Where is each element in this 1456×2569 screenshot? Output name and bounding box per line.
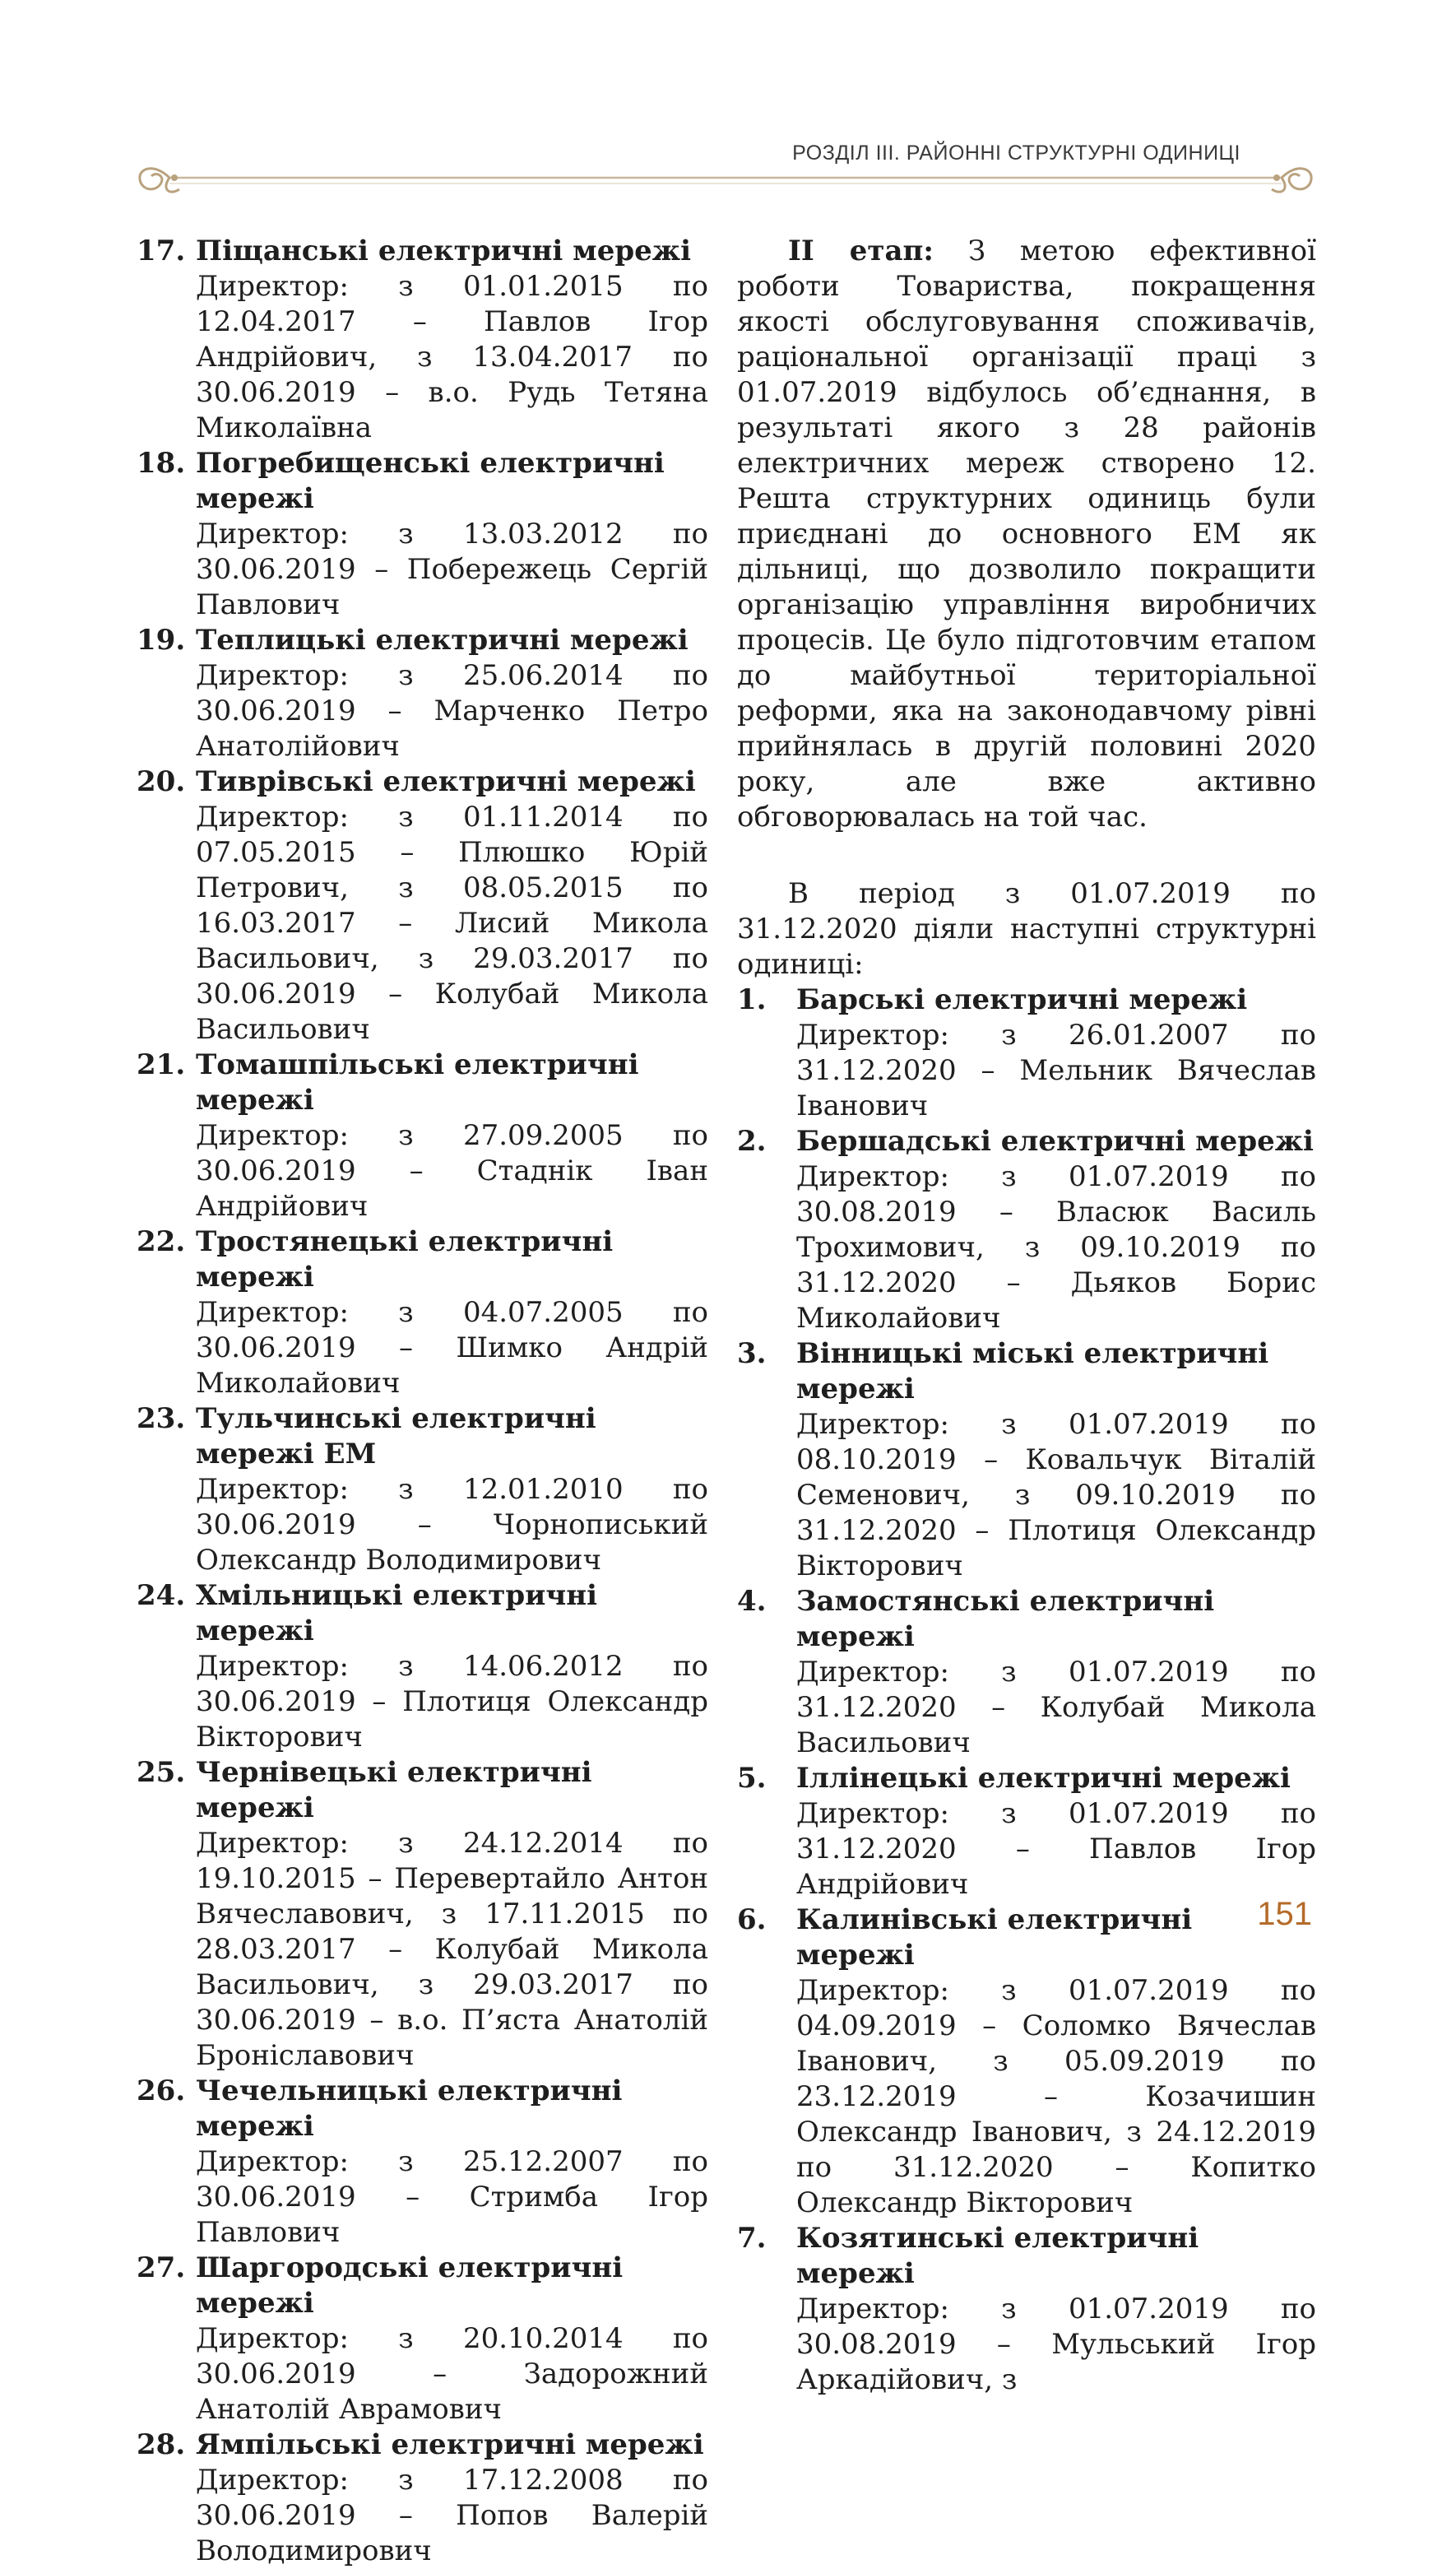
header-ornament [137,156,1315,199]
item-text: Директор: з 01.07.2019 по 31.12.2020 – Павлов Ігор Андрійович [796,1797,1316,1901]
item-title: Шаргородські електричні мережі [196,2251,624,2320]
item-text: Директор: з 14.06.2012 по 30.06.2019 – Плотиця Олександр Вікторович [196,1650,708,1754]
list-item [737,1336,1316,1584]
item-title: Калинівські електричні мережі [796,1903,1193,1972]
item-text: Директор: з 01.01.2015 по 12.04.2017 – Павлов Ігор Андрійович, з 13.04.2017 по 30.06.2019 – в.о. Рудь Тетяна Миколаївна [196,270,708,444]
item-text: Директор: з 27.09.2005 по 30.06.2019 – Стаднік Іван Андрійович [196,1119,708,1223]
list-item [737,1124,1316,1336]
item-number: 2. [737,1125,767,1158]
item-title: Тростянецькі електричні мережі [196,1225,614,1294]
list-item [137,764,708,1048]
item-number: 24. [137,1579,186,1612]
list-item [737,1902,1316,2221]
period-intro: В період з 01.07.2019 по 31.12.2020 діяли наступні структурні одиниці: [737,877,1316,981]
item-title: Хмільницькі електричні мережі [196,1579,598,1647]
list-item [137,1578,708,1755]
item-number: 28. [137,2428,186,2461]
item-number: 3. [737,1337,767,1370]
item-number: 4. [737,1585,767,1618]
list-item [137,2251,708,2427]
item-title: Теплицькі електричні мережі [196,624,689,657]
item-number: 21. [137,1048,186,1081]
item-number: 22. [137,1225,186,1258]
list-item [137,1755,708,2074]
item-title: Чечельницькі електричні мережі [196,2074,623,2143]
list-item [137,623,708,764]
item-text: Директор: з 01.11.2014 по 07.05.2015 – Плюшко Юрій Петрович, з 08.05.2015 по 16.03.2017 – Лисий Микола Васильович, з 29.03.2017 по 30.06.2019 – Колубай Микола Васильович [196,801,708,1046]
item-text: Директор: з 17.12.2008 по 30.06.2019 – Попов Валерій Володимирович [196,2464,708,2567]
item-number: 1. [737,983,767,1016]
item-title: Бершадські електричні мережі [796,1125,1314,1158]
item-text: Директор: з 01.07.2019 по 30.08.2019 – Власюк Василь Трохимович, з 09.10.2019 по 31.12.2020 – Дьяков Борис Миколайович [796,1160,1316,1335]
item-number: 17. [137,235,186,267]
item-text: Директор: з 01.07.2019 по 04.09.2019 – Соломко Вячеслав Іванович, з 05.09.2019 по 23.12.2019 – Козачишин Олександр Іванович, з 24.12.2019 по 31.12.2020 – Копитко Олександр Вікторович [796,1974,1316,2219]
item-title: Томашпільські електричні мережі [196,1048,639,1117]
item-number: 5. [737,1762,767,1795]
list-item [737,2221,1316,2398]
stage-text: З метою ефективної роботи Товариства, покращення якості обслуговування споживачів, раціональної організації праці з 01.07.2019 відбулось об’єднання, в результаті якого з 28 районів електричних мереж створено 12. Решта структурних одиниць були приєднані до основного ЕМ як дільниці, що дозволило покращити організацію управління виробничих процесів. Це було підготовчим етапом до майбутньої територіальної реформи, яка на законодавчому рівні прийнялась в другій половині 2020 року, але вже активно обговорювалась на той час. [737,235,1317,834]
item-text: Директор: з 04.07.2005 по 30.06.2019 – Шимко Андрій Миколайович [196,1296,708,1400]
item-text: Директор: з 01.07.2019 по 08.10.2019 – Ковальчук Віталій Семенович, з 09.10.2019 по 31.12.2020 – Плотиця Олександр Вікторович [796,1408,1316,1582]
stage-label: ІІ етап: [788,235,934,267]
left-column [137,234,708,2569]
item-title: Піщанські електричні мережі [196,235,692,267]
item-number: 23. [137,1402,186,1435]
list-item [137,234,708,446]
list-item [737,1761,1316,1902]
item-text: Директор: з 01.07.2019 по 30.08.2019 – Мульський Ігор Аркадійович, з [796,2293,1316,2396]
item-text: Директор: з 20.10.2014 по 30.06.2019 – Задорожний Анатолій Аврамович [196,2322,708,2426]
item-title: Козятинські електричні мережі [796,2222,1199,2290]
item-number: 26. [137,2074,186,2107]
item-text: Директор: з 25.06.2014 по 30.06.2019 – Марченко Петро Анатолійович [196,659,708,763]
item-number: 18. [137,447,186,480]
list-item [137,1224,708,1401]
page-number: 151 [1257,1896,1312,1932]
item-title: Іллінецькі електричні мережі [796,1762,1291,1795]
right-column [737,234,1316,2398]
list-item [137,1048,708,1224]
list-item [137,2427,708,2569]
item-text: Директор: з 13.03.2012 по 30.06.2019 – Побережець Сергій Павлович [196,518,708,621]
item-number: 27. [137,2251,186,2284]
item-title: Замостянські електричні мережі [796,1585,1215,1653]
list-item [737,1584,1316,1761]
item-number: 20. [137,765,186,798]
list-item [137,2074,708,2251]
item-title: Барські електричні мережі [796,983,1248,1016]
item-text: Директор: з 24.12.2014 по 19.10.2015 – Перевертайло Антон Вячеславович, з 17.11.2015 по 28.03.2017 – Колубай Микола Васильович, з 29.03.2017 по 30.06.2019 – в.о. П’яста Анатолій Броніславович [196,1827,708,2072]
item-title: Ямпільські електричні мережі [196,2428,704,2461]
item-text: Директор: з 26.01.2007 по 31.12.2020 – Мельник Вячеслав Іванович [796,1019,1316,1122]
section-title: РОЗДІЛ ІІІ. РАЙОННІ СТРУКТУРНІ ОДИНИЦІ [792,142,1240,165]
item-text: Директор: з 12.01.2010 по 30.06.2019 – Чорнописький Олександр Володимирович [196,1473,708,1577]
item-number: 25. [137,1756,186,1789]
item-title: Чернівецькі електричні мережі [196,1756,592,1824]
item-text: Директор: з 25.12.2007 по 30.06.2019 – Стримба Ігор Павлович [196,2145,708,2249]
list-item [137,446,708,623]
list-item [137,1401,708,1578]
item-text: Директор: з 01.07.2019 по 31.12.2020 – Колубай Микола Васильович [796,1656,1316,1759]
stage-paragraph [737,234,1316,835]
item-number: 6. [737,1903,767,1936]
item-title: Погребищенські електричні мережі [196,447,665,515]
list-item [737,983,1316,1124]
item-number: 19. [137,624,186,657]
item-title: Тиврівські електричні мережі [196,765,696,798]
item-number: 7. [737,2222,767,2255]
item-title: Тульчинські електричні мережі ЕМ [196,1402,596,1470]
item-title: Вінницькі міські електричні мережі [796,1337,1269,1405]
